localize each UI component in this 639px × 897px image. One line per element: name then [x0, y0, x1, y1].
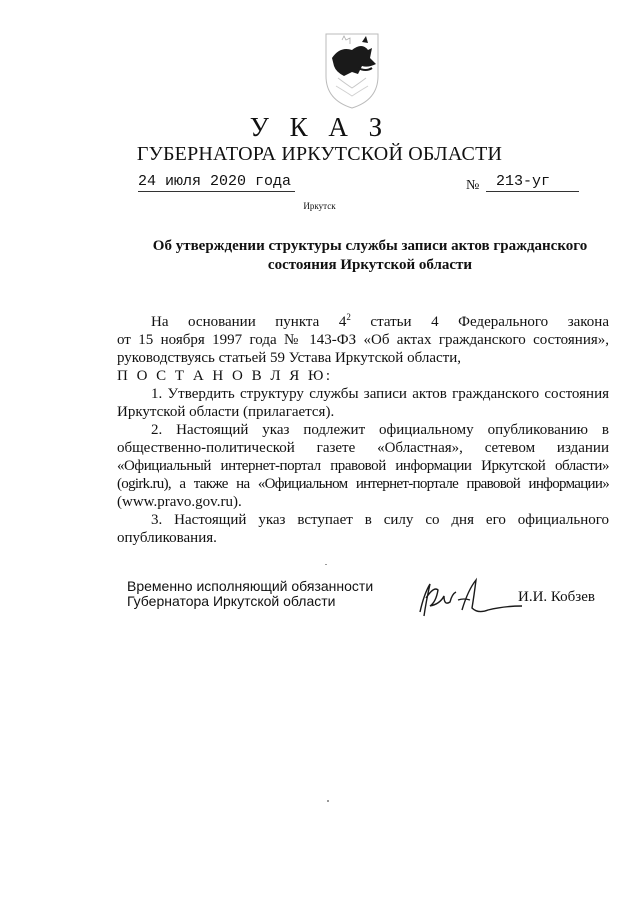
- document-body: [117, 308, 609, 547]
- body-text: статьи 4 Федерального закона: [350, 314, 609, 330]
- body-line: (www.pravo.gov.ru).: [117, 494, 242, 510]
- body-text: На основании пункта 4: [151, 314, 347, 330]
- body-line: 2. Настоящий указ подлежит официальному опубликованию в: [151, 422, 609, 438]
- number-sign: №: [466, 178, 480, 193]
- signer-name: И.И. Кобзев: [518, 589, 595, 605]
- scan-speck: [327, 800, 329, 802]
- body-line: [117, 308, 609, 331]
- document-place: Иркутск: [303, 201, 336, 211]
- title-line: Об утверждении структуры службы записи актов гражданского: [152, 238, 588, 254]
- body-line: (ogirk.ru), а также на «Официальном интернет-портале правовой информации»: [117, 476, 609, 492]
- resolve-line: П О С Т А Н О В Л Я Ю:: [117, 368, 333, 384]
- superscript: 2: [346, 312, 351, 322]
- body-line: «Официальный интернет-портал правовой информации Иркутской области»: [117, 458, 609, 474]
- body-line: 1. Утвердить структуру службы записи актов гражданского состояния: [151, 386, 609, 402]
- body-line: 3. Настоящий указ вступает в силу со дня его официального: [151, 512, 609, 528]
- body-line: руководствуясь статьей 59 Устава Иркутской области,: [117, 350, 461, 366]
- document-type: У К А З: [249, 112, 390, 142]
- coat-of-arms-icon: [322, 28, 382, 110]
- body-line: от 15 ноября 1997 года № 143-ФЗ «Об актах гражданского состояния»,: [117, 332, 609, 348]
- body-line: Иркутской области (прилагается).: [117, 404, 335, 420]
- title-line: состояния Иркутской области: [267, 257, 473, 273]
- body-line: опубликования.: [117, 530, 217, 546]
- document-date: 24 июля 2020 года: [138, 173, 295, 192]
- document-issuer: ГУБЕРНАТОРА ИРКУТСКОЙ ОБЛАСТИ: [136, 143, 503, 165]
- handwritten-signature-icon: [414, 572, 524, 622]
- scan-speck: [325, 564, 327, 565]
- body-line: общественно-политической газете «Областная», сетевом издании: [117, 440, 609, 456]
- document-number: 213-уг: [486, 173, 579, 192]
- signer-position-line: Губернатора Иркутской области: [127, 593, 336, 609]
- signer-position: [127, 579, 373, 609]
- document-title: [130, 237, 610, 275]
- signer-position-line: Временно исполняющий обязанности: [127, 578, 374, 594]
